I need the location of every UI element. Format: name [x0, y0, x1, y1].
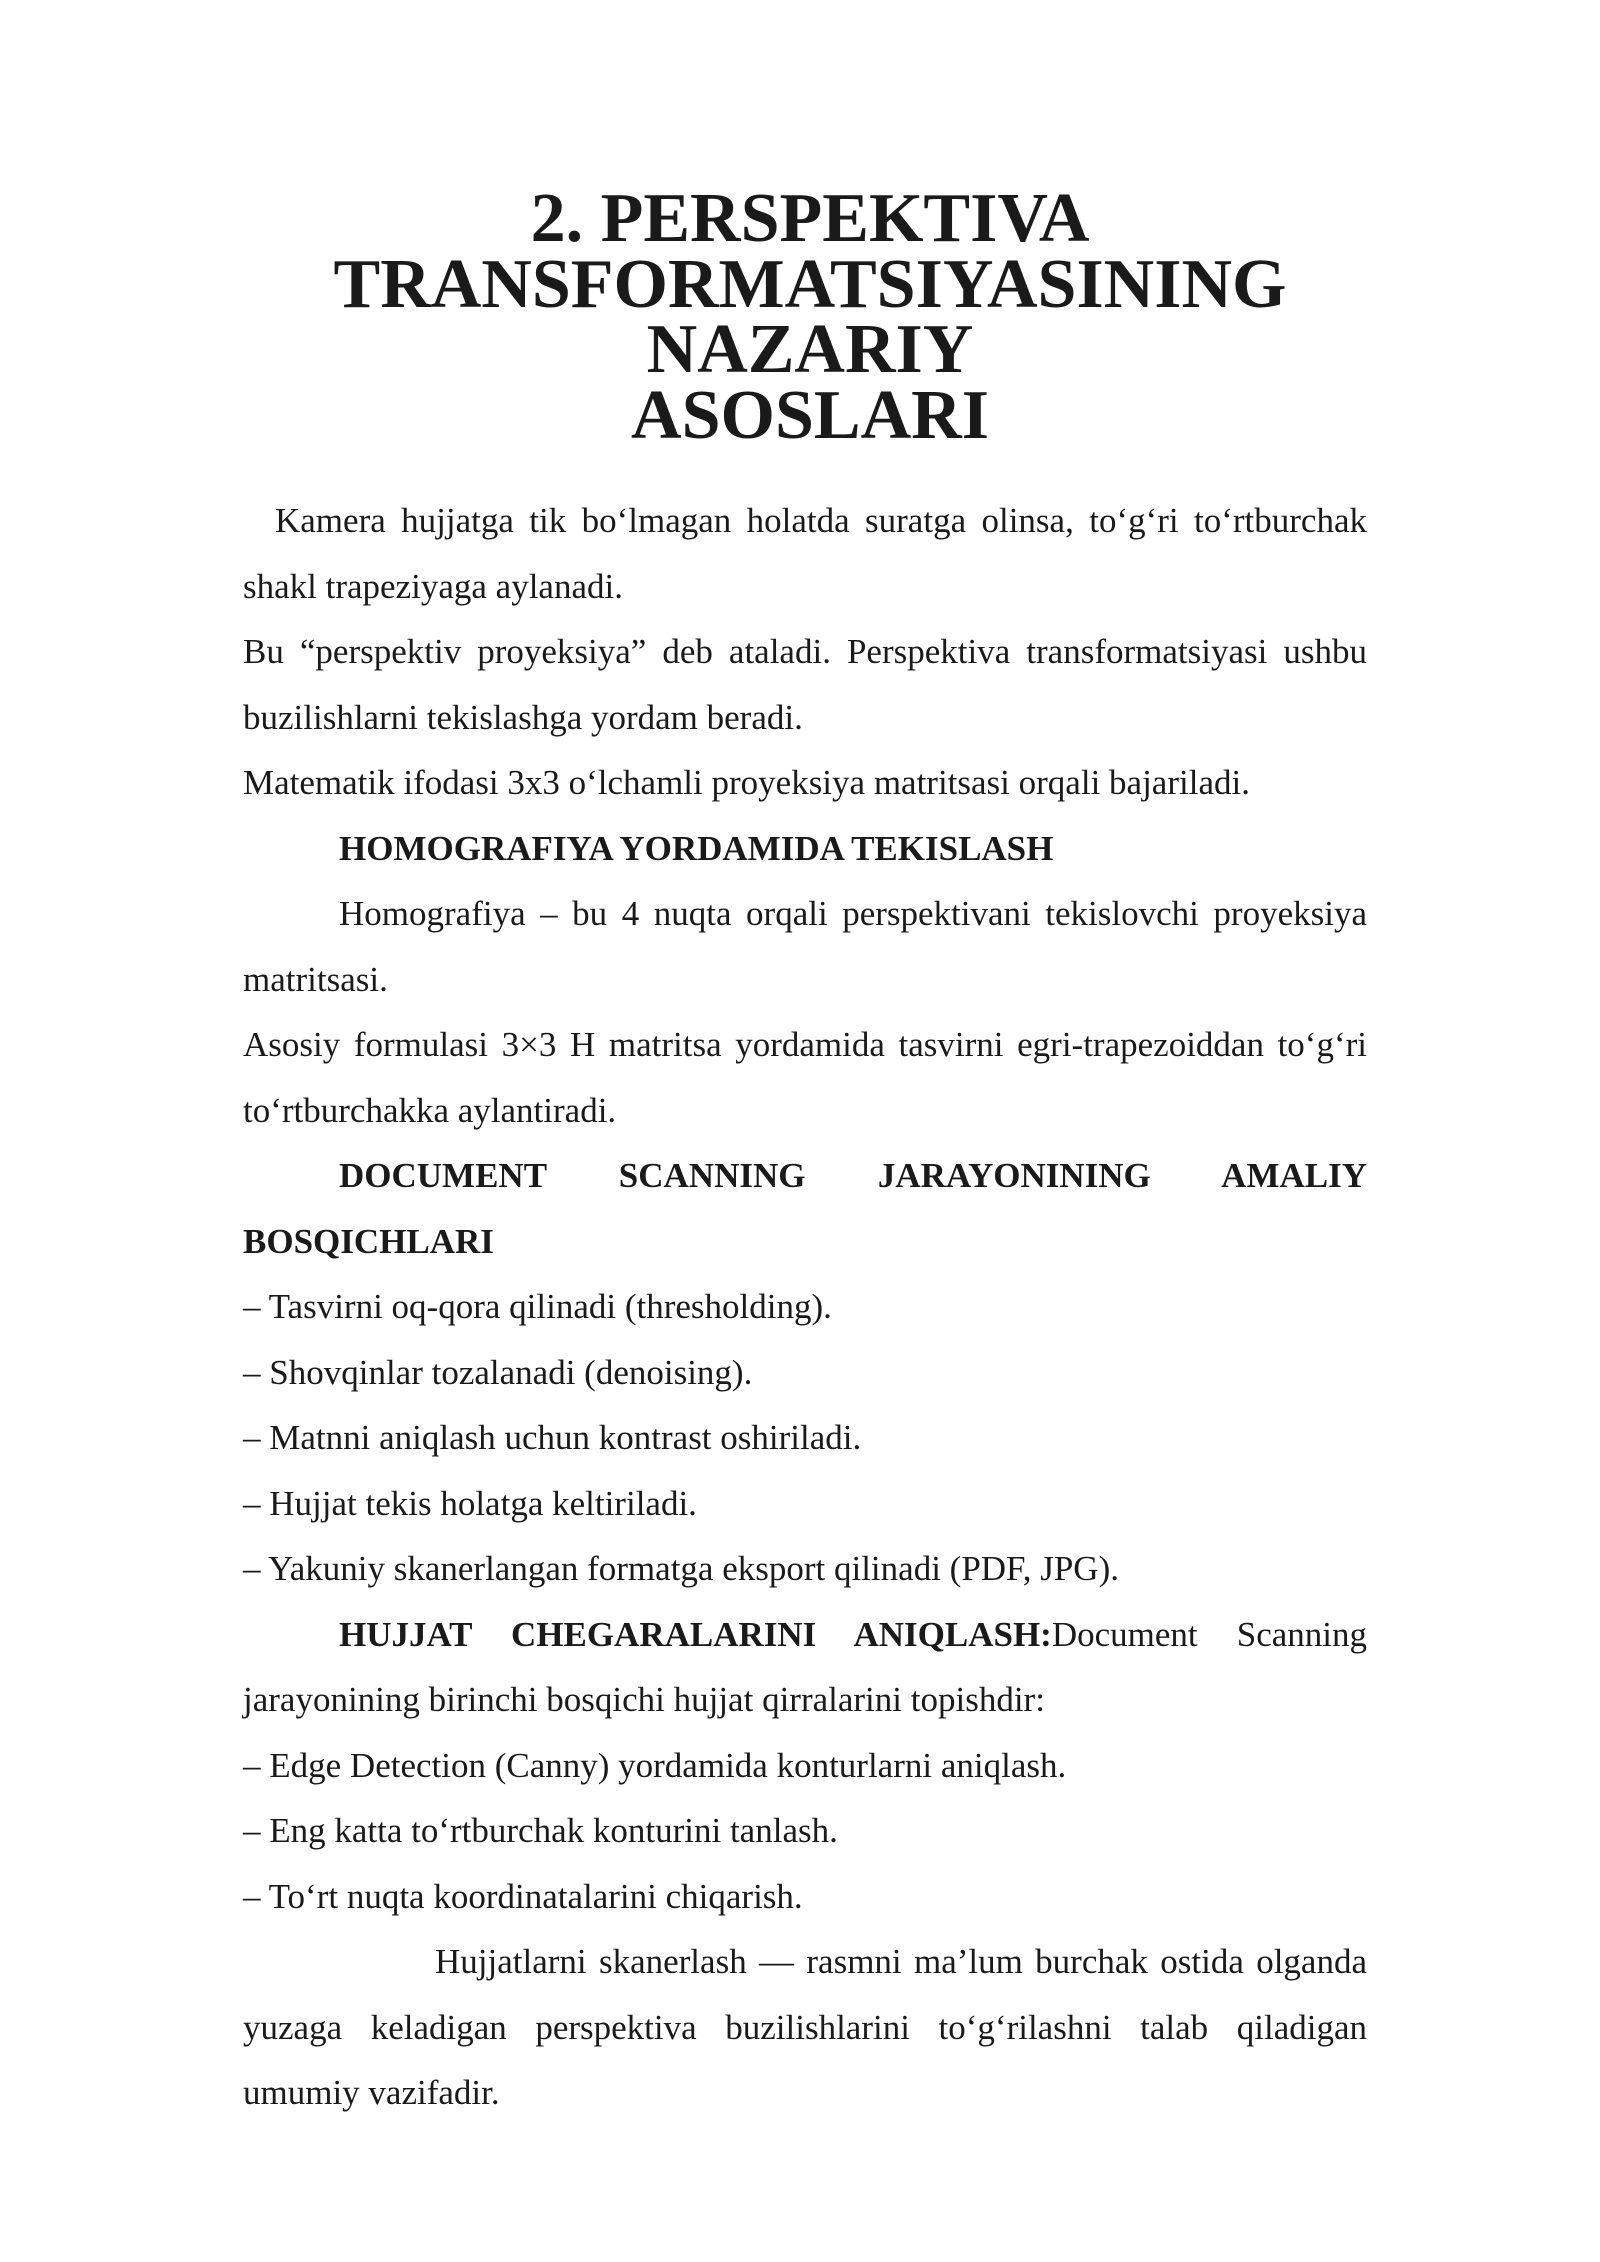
intro-paragraph-2: Bu “perspektiv proyeksiya” deb ataladi. Perspektiva transformatsiyasi ushbu buzilishlarni tekislashga yordam beradi. — [243, 632, 1367, 737]
homografiya-paragraph-2: Asosiy formulasi 3×3 H matritsa yordamida tasvirni egri-trapezoiddan to‘g‘ri to‘rtburchakka aylantiradi. — [243, 1025, 1367, 1130]
chegaralar-intro: Document Scanning jarayonining birinchi bosqichi hujjat qirralarini topishdir: — [243, 1614, 1367, 1719]
scanning-step: – Hujjat tekis holatga keltiriladi. — [243, 1483, 697, 1523]
conclusion-paragraph: Hujjatlarni skanerlash — rasmni ma’lum burchak ostida olganda yuzaga keladigan perspektiva buzilishlarini to‘g‘rilashni talab qiladigan umumiy vazifadir. — [243, 1942, 1367, 2112]
scanning-heading-line-1: DOCUMENT SCANNING JARAYONINING AMALIY — [339, 1156, 1367, 1195]
chegaralar-step: – To‘rt nuqta koordinatalarini chiqarish. — [243, 1876, 803, 1916]
homografiya-heading: HOMOGRAFIYA YORDAMIDA TEKISLASH — [339, 828, 1054, 868]
title-spacer — [243, 448, 1367, 488]
section-title-line-2: ASOSLARI — [631, 376, 989, 454]
scanning-heading-line-2: BOSQICHLARI — [243, 1221, 494, 1261]
scanning-step: – Tasvirni oq-qora qilinadi (thresholding). — [243, 1287, 832, 1326]
scanning-step: – Yakuniy skanerlangan formatga eksport qilinadi (PDF, JPG). — [243, 1549, 1119, 1588]
scanning-step: – Shovqinlar tozalanadi (denoising). — [243, 1352, 753, 1392]
intro-paragraph-3: Matematik ifodasi 3x3 o‘lchamli proyeksiya matritsasi orqali bajariladi. — [243, 763, 1250, 802]
chegaralar-step: – Edge Detection (Canny) yordamida konturlarni aniqlash. — [243, 1745, 1067, 1785]
scanning-step: – Matnni aniqlash uchun kontrast oshiriladi. — [243, 1418, 862, 1457]
section-title-line-1: 2. PERSPEKTIVA TRANSFORMATSIYASINING NAZARIY — [333, 180, 1287, 388]
section-title — [243, 180, 1367, 454]
chegaralar-paragraph — [243, 1602, 1367, 1733]
chegaralar-heading: HUJJAT CHEGARALARINI ANIQLASH: — [339, 1614, 1052, 1654]
chegaralar-step: – Eng katta to‘rtburchak konturini tanlash. — [243, 1811, 838, 1850]
document-page — [243, 180, 1367, 2126]
intro-paragraph-1: Kamera hujjatga tik bo‘lmagan holatda suratga olinsa, to‘g‘ri to‘rtburchak shakl trapeziyaga aylanadi. — [243, 501, 1367, 606]
homografiya-paragraph-1: Homografiya – bu 4 nuqta orqali perspektivani tekislovchi proyeksiya matritsasi. — [243, 894, 1367, 999]
